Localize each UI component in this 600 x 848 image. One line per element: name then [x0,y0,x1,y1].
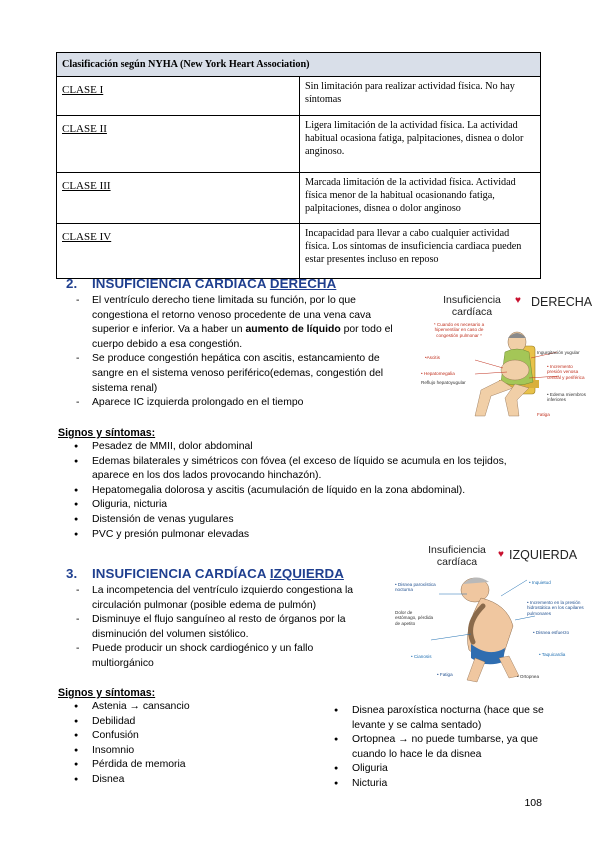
illustration-title-line: Insuficiencia [428,544,486,556]
nyha-description: Ligera limitación de la actividad física. La actividad habitual ocasiona fatiga, palpitaciones, disnea o dolor anginoso. [300,116,541,173]
heart-icon: ♥ [498,549,504,560]
list-item: ● PVC y presión pulmonar elevadas [66,528,544,543]
callout-presion: • Incremento presión venosa central y periférica [547,364,585,380]
section-title-underlined: IZQUIERDA [269,566,344,581]
nyha-description: Sin limitación para realizar actividad física. No hay síntomas [300,77,541,116]
nyha-class: CLASE II [57,116,300,173]
izquierda-signs-list-right [326,704,550,792]
list-item: ● Confusión [66,729,306,744]
nyha-description: Marcada limitación de la actividad física. Actividad física menor de la habitual ocasionando fatiga, palpitaciones, disnea o dolor anginoso [300,173,541,224]
list-item: ● Hepatomegalia dolorosa y ascitis (acumulación de líquido en la zona abdominal). [66,484,544,499]
list-item: ● Ortopnea → no puede tumbarse, ya que cuando lo hace le da disnea [326,733,550,762]
seated-patient-drawing [417,288,589,428]
list-item: ● Edemas bilaterales y simétricos con fóvea (el exceso de líquido se acumula en los tejidos, aparece en los dos lados provocando hinchazón). [66,455,544,484]
table-row [57,116,541,173]
item-text: por todo el cuerpo debido a esa congestión. [92,324,393,350]
callout-hyperventilation: * Cuando es necesario a hiperventilar en caso de congestión pulmonar * [433,322,485,338]
derecha-signs-list [66,440,544,542]
callout-hepatomegalia: • Hepatomegalia [421,371,455,376]
nyha-class: CLASE IV [57,224,300,279]
nyha-description: Incapacidad para llevar a cabo cualquier actividad física. Los síntomas de insuficiencia cardiaca pueden estar presentes incluso en reposo [300,224,541,279]
list-item: ● Astenia → cansancio [66,700,306,715]
derecha-illustration [417,288,593,428]
item-text: El ventrículo derecho tiene limitada su función, por lo que congestiona el retorno venoso procedente de una vena cava superior e inferior. Va a haber un [92,295,372,336]
list-item: ● Oliguria [326,762,550,777]
page-number: 108 [524,797,542,809]
section-number: 3. [66,566,78,581]
derecha-description-list [76,294,408,411]
list-item [76,352,408,396]
callout-fatiga: • Fatiga [437,672,453,677]
illustration-title-line: cardíaca [436,556,478,568]
list-item: ● Pesadez de MMII, dolor abdominal [66,440,544,455]
illustration-title-line: Insuficiencia [443,294,501,306]
list-item: ● Insomnio [66,744,306,759]
list-item: ● Oliguria, nicturia [66,498,544,513]
list-item: ● Nicturia [326,777,550,792]
nyha-table-header: Clasificación según NYHA (New York Heart Association) [57,53,541,77]
list-item: ● Disnea paroxística nocturna (hace que se levante y se calma sentado) [326,704,550,733]
section-title: INSUFICIENCIA CARDIACA [92,276,270,291]
list-item [76,294,408,352]
table-row [57,224,541,279]
callout-cianosis: • Cianosis [411,654,432,659]
illustration-title-line: cardíaca [451,306,493,318]
list-item: ● Debilidad [66,715,306,730]
callout-ortopnea: • Ortopnea [517,674,540,679]
section-heading-izquierda [66,566,344,581]
illustration-label: IZQUIERDA [509,548,578,562]
callout-disnea-paroxistica: • Disnea paroxística nocturna [395,582,436,593]
list-item: - Puede producir un shock cardiogénico y un fallo multiorgánico [76,642,376,671]
callout-disnea-esfuerzo: • Disnea esfuerzo [533,630,570,635]
nyha-class: CLASE I [57,77,300,116]
section-number: 2. [66,276,78,291]
section-title-underlined: DERECHA [269,276,337,291]
signs-title-derecha: Signos y síntomas: [58,427,156,439]
section-heading-derecha [66,276,336,291]
list-item: - La incompetencia del ventrículo izquierdo congestiona la circulación pulmonar (posible edema de pulmón) [76,584,376,613]
list-item: ● Disnea [66,773,306,788]
heart-icon: ♥ [515,295,521,306]
section-title: INSUFICIENCIA CARDÍACA [92,566,270,581]
list-item: ● Pérdida de memoria [66,758,306,773]
callout-inquietud: • Inquietud [529,580,551,585]
callout-ingurgitacion: Ingurgitación yugular [537,350,580,355]
callout-ascitis: •Ascitis [425,355,440,360]
callout-presion-hidrostatica: • Incremento en la presión hidrostática en los capilares pulmonares [527,600,584,616]
item-emphasis: aumento de líquido [245,324,341,336]
table-row [57,77,541,116]
item-text: Aparece IC izquierda prolongado en el tiempo [92,397,304,409]
list-item [76,396,408,411]
illustration-label: DERECHA [531,295,593,309]
nyha-class: CLASE III [57,173,300,224]
callout-dolor-estomago: Dolor de estómago, pérdida de apetito [395,610,434,626]
callout-taquicardia: • Taquicardia [539,652,566,657]
izquierda-illustration [391,540,589,690]
callout-fatiga: Fatiga [537,412,550,417]
list-item: - Disminuye el flujo sanguíneo al resto de órganos por la disminución del volumen sistólico. [76,613,376,642]
izquierda-description-list [76,584,376,672]
item-text: Se produce congestión hepática con ascitis, estancamiento de sangre en el sistema venoso periférico(edemas, congestión del sistema renal) [92,353,384,394]
nyha-table [56,52,541,279]
callout-edema: • Edema miembros inferiores [547,392,586,403]
signs-title-izquierda: Signos y síntomas: [58,687,156,699]
list-item: ● Distensión de venas yugulares [66,513,544,528]
callout-reflujo: Reflujo hepatoyugular [421,380,466,385]
table-row [57,173,541,224]
izquierda-signs-list-left [66,700,306,788]
